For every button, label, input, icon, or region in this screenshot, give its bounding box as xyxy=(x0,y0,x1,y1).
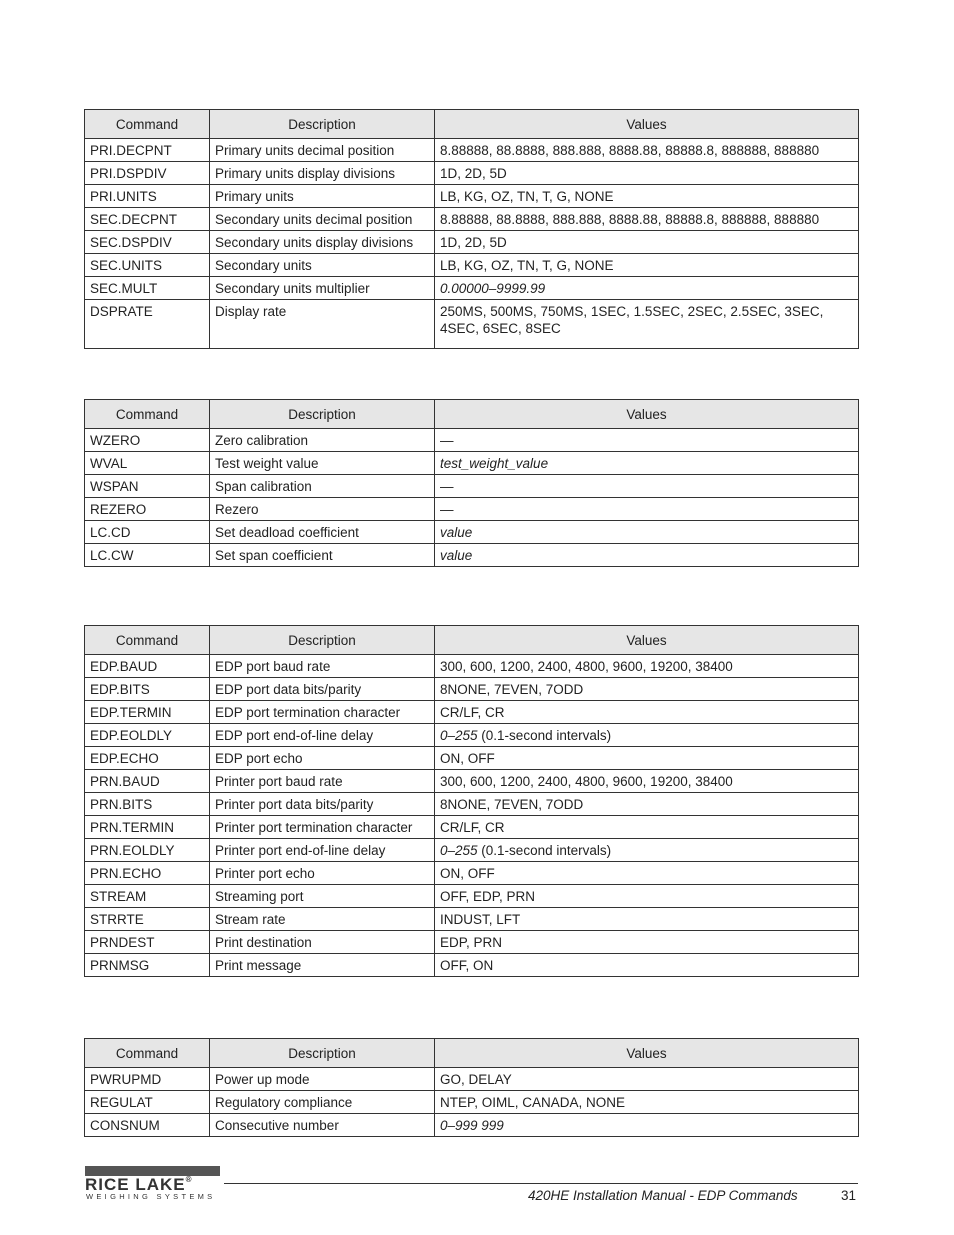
command-cell: SEC.DECPNT xyxy=(85,208,210,231)
values-cell xyxy=(435,1091,859,1114)
table-row xyxy=(85,452,859,475)
table-row xyxy=(85,162,859,185)
col-header-description: Description xyxy=(210,626,435,655)
values-cell xyxy=(435,655,859,678)
values-cell xyxy=(435,954,859,977)
values-text: CR/LF, CR xyxy=(440,820,505,835)
values-cell xyxy=(435,429,859,452)
logo-subtitle: WEIGHING SYSTEMS xyxy=(86,1192,216,1201)
description-cell: EDP port end-of-line delay xyxy=(210,724,435,747)
command-cell: WSPAN xyxy=(85,475,210,498)
header-row xyxy=(85,400,859,429)
table-row xyxy=(85,678,859,701)
values-text: 8NONE, 7EVEN, 7ODD xyxy=(440,682,584,697)
values-cell xyxy=(435,885,859,908)
table-row xyxy=(85,521,859,544)
values-cell xyxy=(435,498,859,521)
values-text: 300, 600, 1200, 2400, 4800, 9600, 19200, 38400 xyxy=(440,659,733,674)
description-cell: Printer port baud rate xyxy=(210,770,435,793)
values-text: NTEP, OIML, CANADA, NONE xyxy=(440,1095,626,1110)
table-row xyxy=(85,208,859,231)
command-cell: PRNDEST xyxy=(85,931,210,954)
command-cell: PRI.UNITS xyxy=(85,185,210,208)
command-cell: EDP.BAUD xyxy=(85,655,210,678)
table-row xyxy=(85,231,859,254)
values-cell xyxy=(435,452,859,475)
values-cell xyxy=(435,770,859,793)
values-text: — xyxy=(440,433,454,448)
values-cell xyxy=(435,300,859,349)
table-row xyxy=(85,475,859,498)
values-cell xyxy=(435,162,859,185)
command-cell: PRN.ECHO xyxy=(85,862,210,885)
command-cell: SEC.MULT xyxy=(85,277,210,300)
command-cell: WZERO xyxy=(85,429,210,452)
values-text: (0.1-second intervals) xyxy=(477,843,612,858)
values-cell xyxy=(435,724,859,747)
description-cell: Print message xyxy=(210,954,435,977)
table-row xyxy=(85,816,859,839)
table-row xyxy=(85,139,859,162)
col-header-description: Description xyxy=(210,1039,435,1068)
command-cell: CONSNUM xyxy=(85,1114,210,1137)
table-row xyxy=(85,793,859,816)
col-header-values: Values xyxy=(435,626,859,655)
values-text: value xyxy=(440,548,473,563)
table-row xyxy=(85,277,859,300)
table-row xyxy=(85,954,859,977)
values-cell xyxy=(435,931,859,954)
description-cell: Printer port data bits/parity xyxy=(210,793,435,816)
values-text: INDUST, LFT xyxy=(440,912,521,927)
values-cell xyxy=(435,862,859,885)
description-cell: Rezero xyxy=(210,498,435,521)
values-text: 8NONE, 7EVEN, 7ODD xyxy=(440,797,584,812)
table-row xyxy=(85,655,859,678)
values-text: GO, DELAY xyxy=(440,1072,512,1087)
description-cell: Printer port echo xyxy=(210,862,435,885)
values-text: 1D, 2D, 5D xyxy=(440,235,507,250)
description-cell: Test weight value xyxy=(210,452,435,475)
values-text: (0.1-second intervals) xyxy=(477,728,612,743)
values-cell xyxy=(435,816,859,839)
values-cell xyxy=(435,254,859,277)
description-cell: Secondary units multiplier xyxy=(210,277,435,300)
command-cell: PRN.EOLDLY xyxy=(85,839,210,862)
description-cell: Secondary units xyxy=(210,254,435,277)
command-cell: WVAL xyxy=(85,452,210,475)
values-text: LB, KG, OZ, TN, T, G, NONE xyxy=(440,258,614,273)
description-cell: Display rate xyxy=(210,300,435,349)
table-row xyxy=(85,862,859,885)
command-cell: PRNMSG xyxy=(85,954,210,977)
description-cell: Printer port end-of-line delay xyxy=(210,839,435,862)
col-header-description: Description xyxy=(210,400,435,429)
command-cell: STREAM xyxy=(85,885,210,908)
description-cell: Regulatory compliance xyxy=(210,1091,435,1114)
description-cell: Stream rate xyxy=(210,908,435,931)
values-cell xyxy=(435,475,859,498)
description-cell: Power up mode xyxy=(210,1068,435,1091)
description-cell: Zero calibration xyxy=(210,429,435,452)
description-cell: Print destination xyxy=(210,931,435,954)
table-row xyxy=(85,747,859,770)
header-row xyxy=(85,626,859,655)
table-row xyxy=(85,1091,859,1114)
values-text: 8.88888, 88.8888, 888.888, 8888.88, 88888.8, 888888, 888880 xyxy=(440,143,820,158)
description-cell: Set span coefficient xyxy=(210,544,435,567)
values-cell xyxy=(435,185,859,208)
col-header-values: Values xyxy=(435,110,859,139)
values-text: 300, 600, 1200, 2400, 4800, 9600, 19200, 38400 xyxy=(440,774,733,789)
command-cell: REGULAT xyxy=(85,1091,210,1114)
command-cell: PWRUPMD xyxy=(85,1068,210,1091)
table-row xyxy=(85,544,859,567)
description-cell: Consecutive number xyxy=(210,1114,435,1137)
table-row xyxy=(85,254,859,277)
values-text: — xyxy=(440,502,454,517)
table-row xyxy=(85,839,859,862)
values-text: 1D, 2D, 5D xyxy=(440,166,507,181)
description-cell: Primary units decimal position xyxy=(210,139,435,162)
values-cell xyxy=(435,839,859,862)
command-cell: SEC.DSPDIV xyxy=(85,231,210,254)
logo-registered-mark: ® xyxy=(185,1175,193,1184)
page-number: 31 xyxy=(841,1188,857,1203)
description-cell: Span calibration xyxy=(210,475,435,498)
description-cell: EDP port data bits/parity xyxy=(210,678,435,701)
values-text: 0–999 999 xyxy=(440,1118,504,1133)
command-cell: LC.CW xyxy=(85,544,210,567)
col-header-values: Values xyxy=(435,400,859,429)
values-cell xyxy=(435,793,859,816)
command-cell: DSPRATE xyxy=(85,300,210,349)
header-row xyxy=(85,110,859,139)
footer-title: 420HE Installation Manual - EDP Commands xyxy=(528,1188,798,1203)
table-row xyxy=(85,885,859,908)
values-cell xyxy=(435,139,859,162)
values-range: 0–255 xyxy=(440,843,478,858)
values-text: 250MS, 500MS, 750MS, 1SEC, 1.5SEC, 2SEC, 2.5SEC, 3SEC, 4SEC, 6SEC, 8SEC xyxy=(440,304,824,336)
values-cell xyxy=(435,277,859,300)
command-cell: STRRTE xyxy=(85,908,210,931)
values-cell xyxy=(435,701,859,724)
values-text: — xyxy=(440,479,454,494)
values-range: 0–255 xyxy=(440,728,478,743)
values-cell xyxy=(435,544,859,567)
values-cell xyxy=(435,678,859,701)
description-cell: EDP port echo xyxy=(210,747,435,770)
display-settings-table xyxy=(84,109,859,349)
col-header-command: Command xyxy=(85,110,210,139)
values-text: OFF, EDP, PRN xyxy=(440,889,536,904)
table-row xyxy=(85,1068,859,1091)
col-header-command: Command xyxy=(85,400,210,429)
values-text: value xyxy=(440,525,473,540)
logo-name: RICE LAKE xyxy=(85,1175,186,1194)
values-cell xyxy=(435,908,859,931)
rice-lake-logo xyxy=(85,1166,225,1202)
table-row xyxy=(85,724,859,747)
description-cell: Secondary units decimal position xyxy=(210,208,435,231)
values-cell xyxy=(435,747,859,770)
description-cell: Secondary units display divisions xyxy=(210,231,435,254)
values-text: 8.88888, 88.8888, 888.888, 8888.88, 88888.8, 888888, 888880 xyxy=(440,212,820,227)
command-cell: PRN.BITS xyxy=(85,793,210,816)
values-cell xyxy=(435,1068,859,1091)
command-cell: PRI.DSPDIV xyxy=(85,162,210,185)
command-cell: EDP.TERMIN xyxy=(85,701,210,724)
col-header-command: Command xyxy=(85,1039,210,1068)
values-text: CR/LF, CR xyxy=(440,705,505,720)
command-cell: EDP.EOLDLY xyxy=(85,724,210,747)
command-cell: PRI.DECPNT xyxy=(85,139,210,162)
footer-rule xyxy=(224,1183,858,1184)
command-cell: LC.CD xyxy=(85,521,210,544)
values-text: ON, OFF xyxy=(440,751,495,766)
description-cell: EDP port termination character xyxy=(210,701,435,724)
values-cell xyxy=(435,1114,859,1137)
description-cell: Set deadload coefficient xyxy=(210,521,435,544)
feature-commands-table xyxy=(84,1038,859,1137)
values-cell xyxy=(435,521,859,544)
values-cell xyxy=(435,208,859,231)
col-header-values: Values xyxy=(435,1039,859,1068)
table-row xyxy=(85,701,859,724)
serial-port-commands-table xyxy=(84,625,859,977)
table-row xyxy=(85,908,859,931)
values-text: test_weight_value xyxy=(440,456,549,471)
table-row xyxy=(85,931,859,954)
description-cell: Primary units display divisions xyxy=(210,162,435,185)
command-cell: REZERO xyxy=(85,498,210,521)
description-cell: EDP port baud rate xyxy=(210,655,435,678)
command-cell: SEC.UNITS xyxy=(85,254,210,277)
table-row xyxy=(85,300,859,349)
values-text: ON, OFF xyxy=(440,866,495,881)
command-cell: EDP.BITS xyxy=(85,678,210,701)
values-text: EDP, PRN xyxy=(440,935,503,950)
values-cell xyxy=(435,231,859,254)
values-text: OFF, ON xyxy=(440,958,494,973)
table-row xyxy=(85,185,859,208)
table-row xyxy=(85,498,859,521)
table-row xyxy=(85,770,859,793)
calibration-commands-table xyxy=(84,399,859,567)
command-cell: EDP.ECHO xyxy=(85,747,210,770)
values-text: LB, KG, OZ, TN, T, G, NONE xyxy=(440,189,614,204)
values-text: 0.00000–9999.99 xyxy=(440,281,546,296)
table-row xyxy=(85,429,859,452)
header-row xyxy=(85,1039,859,1068)
description-cell: Streaming port xyxy=(210,885,435,908)
description-cell: Primary units xyxy=(210,185,435,208)
description-cell: Printer port termination character xyxy=(210,816,435,839)
command-cell: PRN.BAUD xyxy=(85,770,210,793)
command-cell: PRN.TERMIN xyxy=(85,816,210,839)
table-row xyxy=(85,1114,859,1137)
col-header-command: Command xyxy=(85,626,210,655)
col-header-description: Description xyxy=(210,110,435,139)
